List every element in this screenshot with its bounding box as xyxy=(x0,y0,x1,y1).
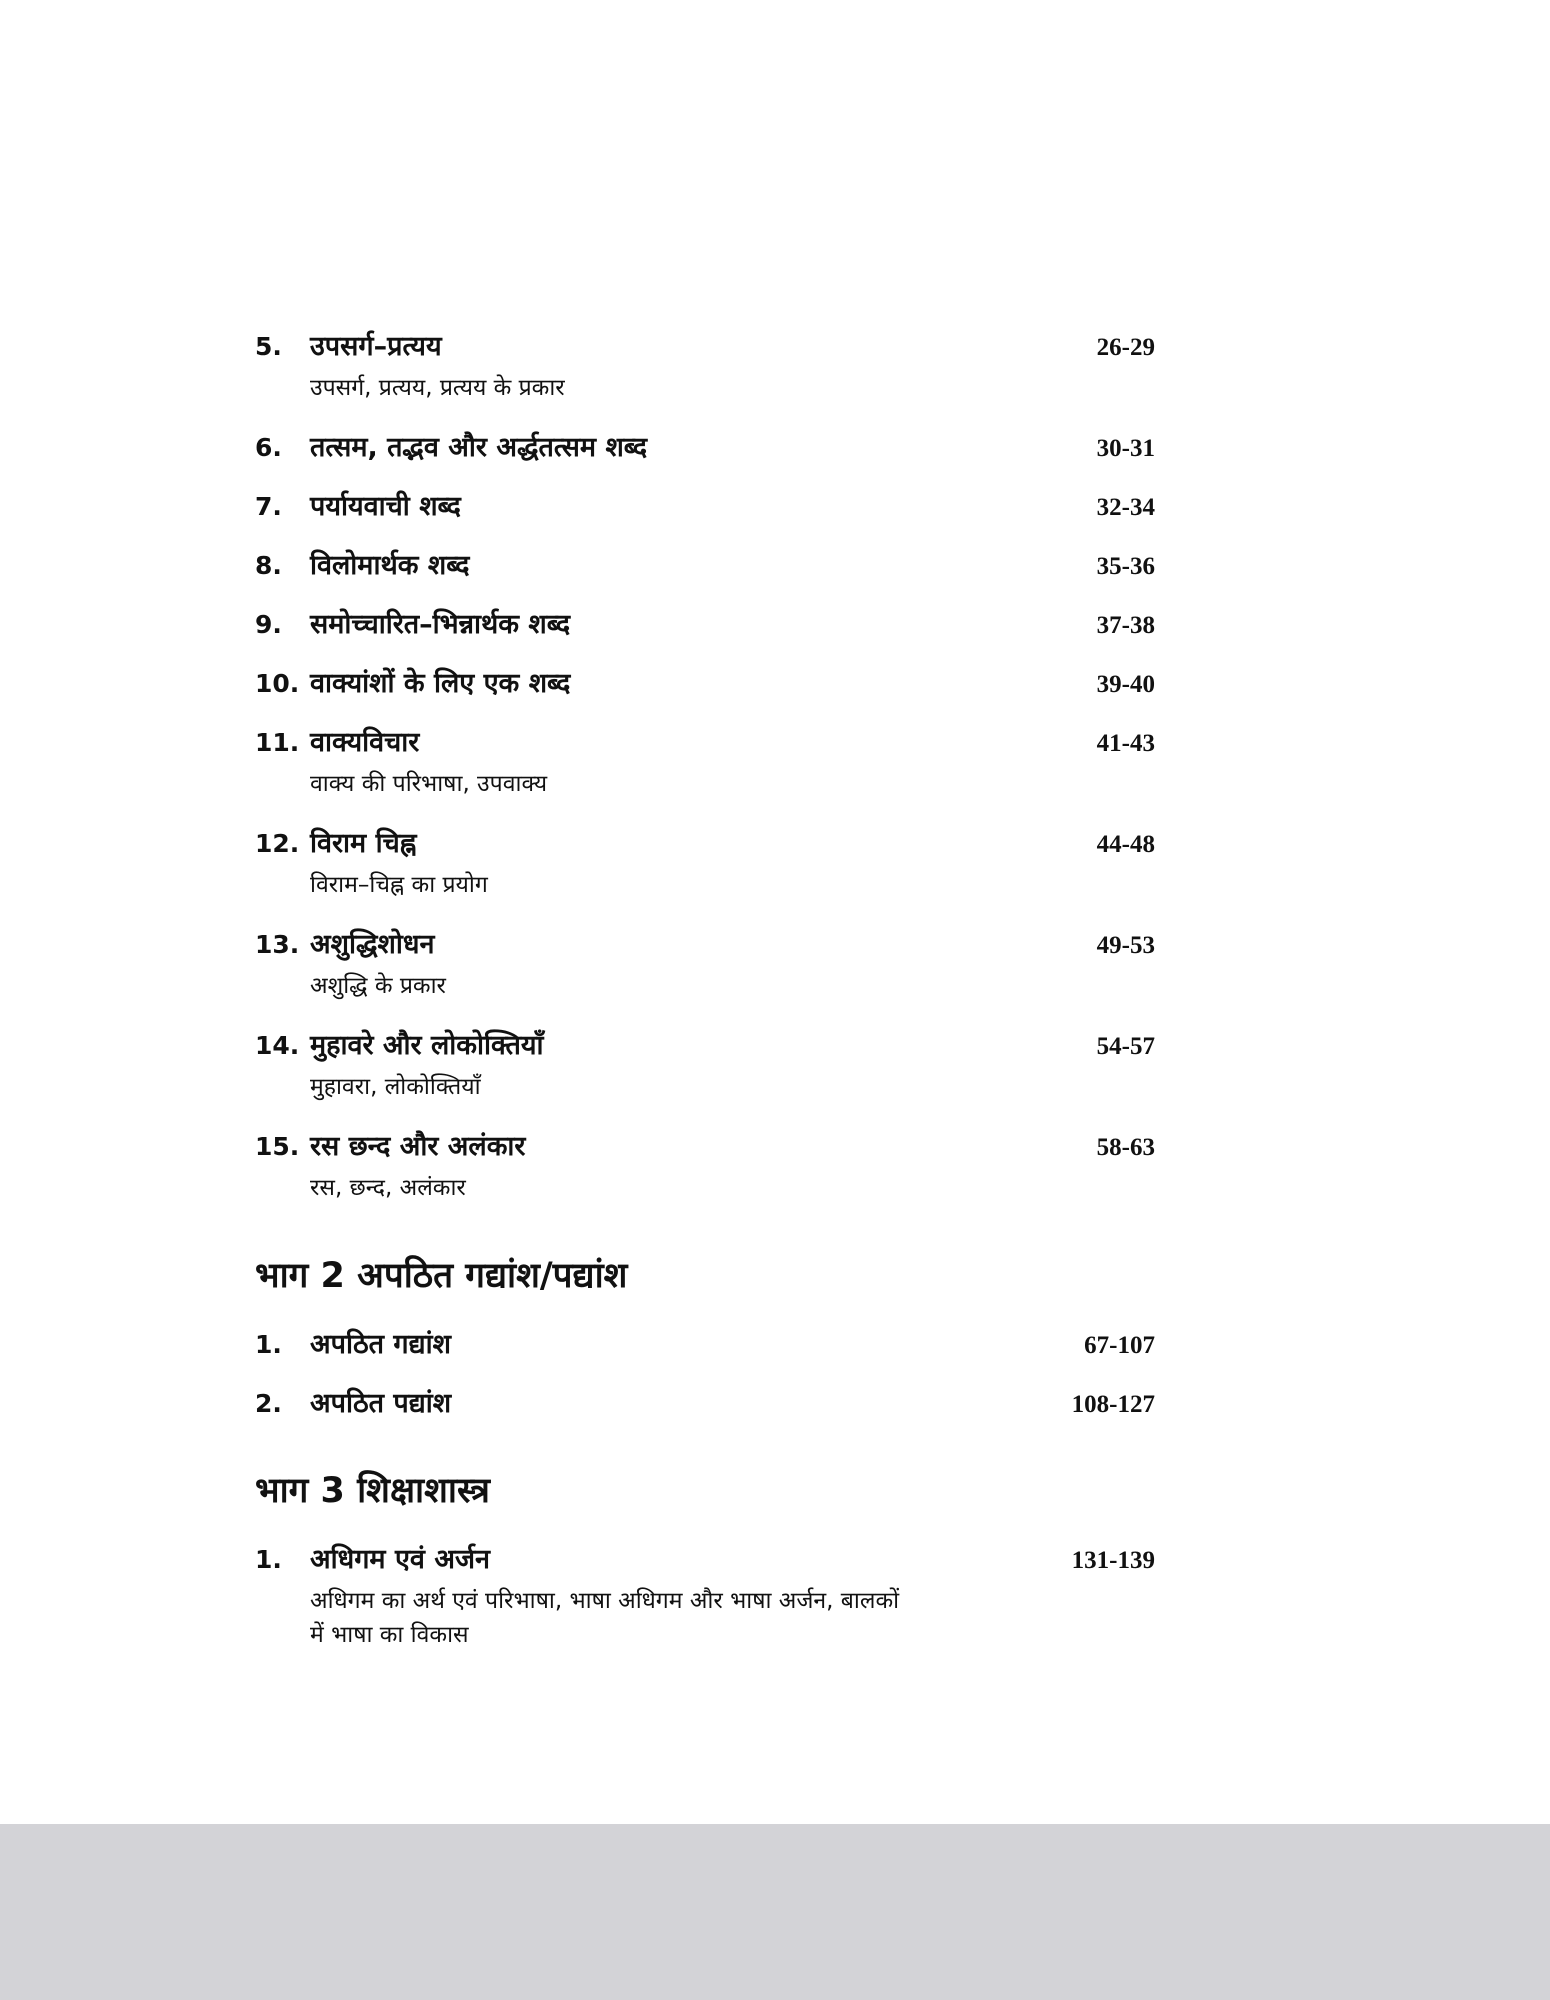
entry-number: 8. xyxy=(255,551,282,580)
toc-entry-6 xyxy=(255,427,1155,464)
entry-subtopics: वाक्य की परिभाषा, उपवाक्य xyxy=(310,771,548,797)
entry-pages: 108-127 xyxy=(1071,1391,1155,1418)
entry-title: अधिगम एवं अर्जन xyxy=(310,1544,490,1575)
toc-entry-7 xyxy=(255,486,1155,523)
toc-entry-5 xyxy=(255,326,1155,405)
entry-pages: 54-57 xyxy=(1096,1033,1155,1060)
entry-title: अशुद्धिशोधन xyxy=(310,929,435,960)
entry-subtopics: अशुद्धि के प्रकार xyxy=(310,973,446,999)
entry-pages: 26-29 xyxy=(1096,334,1155,361)
entry-title: वाक्यांशों के लिए एक शब्द xyxy=(310,668,571,699)
entry-number: 6. xyxy=(255,433,282,462)
entry-number: 5. xyxy=(255,332,282,361)
toc-entry-14 xyxy=(255,1025,1155,1104)
toc-entry-15 xyxy=(255,1126,1155,1205)
entry-number: 15. xyxy=(255,1132,300,1161)
entry-title: मुहावरे और लोकोक्तियाँ xyxy=(310,1030,544,1061)
entry-pages: 131-139 xyxy=(1071,1547,1155,1574)
toc-part3-entry-1 xyxy=(255,1539,1155,1652)
part-2-heading: भाग 2 अपठित गद्यांश/पद्यांश xyxy=(255,1256,628,1296)
entry-pages: 67-107 xyxy=(1084,1332,1155,1359)
entry-pages: 32-34 xyxy=(1096,494,1155,521)
toc-part2-entry-1 xyxy=(255,1324,1155,1361)
toc-part2-entry-2 xyxy=(255,1383,1155,1420)
entry-number: 10. xyxy=(255,669,300,698)
entry-pages: 30-31 xyxy=(1096,435,1155,462)
entry-title: पर्यायवाची शब्द xyxy=(310,491,461,522)
entry-subtopics: रस, छन्द, अलंकार xyxy=(310,1175,466,1201)
entry-number: 7. xyxy=(255,492,282,521)
entry-title: समोच्चारित–भिन्नार्थक शब्द xyxy=(310,609,571,640)
entry-pages: 58-63 xyxy=(1096,1134,1155,1161)
toc-entry-8 xyxy=(255,545,1155,582)
entry-subtopics xyxy=(310,1584,990,1652)
entry-subtopics-line: अधिगम का अर्थ एवं परिभाषा, भाषा अधिगम और भाषा अर्जन, बालकों xyxy=(310,1588,900,1614)
entry-number: 13. xyxy=(255,930,300,959)
entry-number: 12. xyxy=(255,829,300,858)
entry-number: 14. xyxy=(255,1031,300,1060)
toc-entry-13 xyxy=(255,924,1155,1003)
part-3-heading: भाग 3 शिक्षाशास्त्र xyxy=(255,1471,490,1511)
entry-number: 2. xyxy=(255,1389,282,1418)
entry-pages: 37-38 xyxy=(1096,612,1155,639)
entry-pages: 44-48 xyxy=(1096,831,1155,858)
entry-title: विलोमार्थक शब्द xyxy=(310,550,470,581)
entry-pages: 35-36 xyxy=(1096,553,1155,580)
entry-title: तत्सम, तद्भव और अर्द्धतत्सम शब्द xyxy=(310,432,648,463)
entry-pages: 49-53 xyxy=(1096,932,1155,959)
entry-number: 1. xyxy=(255,1330,282,1359)
entry-title: अपठित गद्यांश xyxy=(310,1329,451,1360)
entry-number: 11. xyxy=(255,728,300,757)
entry-title: विराम चिह्न xyxy=(310,828,417,859)
entry-title: अपठित पद्यांश xyxy=(310,1388,452,1419)
entry-title: उपसर्ग–प्रत्यय xyxy=(310,331,442,362)
entry-subtopics: मुहावरा, लोकोक्तियाँ xyxy=(310,1074,481,1100)
entry-subtopics: विराम–चिह्न का प्रयोग xyxy=(310,872,488,898)
footer-band xyxy=(0,1824,1550,2000)
entry-number: 9. xyxy=(255,610,282,639)
entry-subtopics: उपसर्ग, प्रत्यय, प्रत्यय के प्रकार xyxy=(310,375,565,401)
entry-title: रस छन्द और अलंकार xyxy=(310,1131,526,1162)
entry-subtopics-line: में भाषा का विकास xyxy=(310,1622,469,1648)
toc-entry-12 xyxy=(255,823,1155,902)
entry-number: 1. xyxy=(255,1545,282,1574)
toc-entry-11 xyxy=(255,722,1155,801)
toc-entry-10 xyxy=(255,663,1155,700)
entry-pages: 41-43 xyxy=(1096,730,1155,757)
toc-entry-9 xyxy=(255,604,1155,641)
entry-title: वाक्यविचार xyxy=(310,727,420,758)
table-of-contents xyxy=(255,326,1155,1674)
entry-pages: 39-40 xyxy=(1096,671,1155,698)
